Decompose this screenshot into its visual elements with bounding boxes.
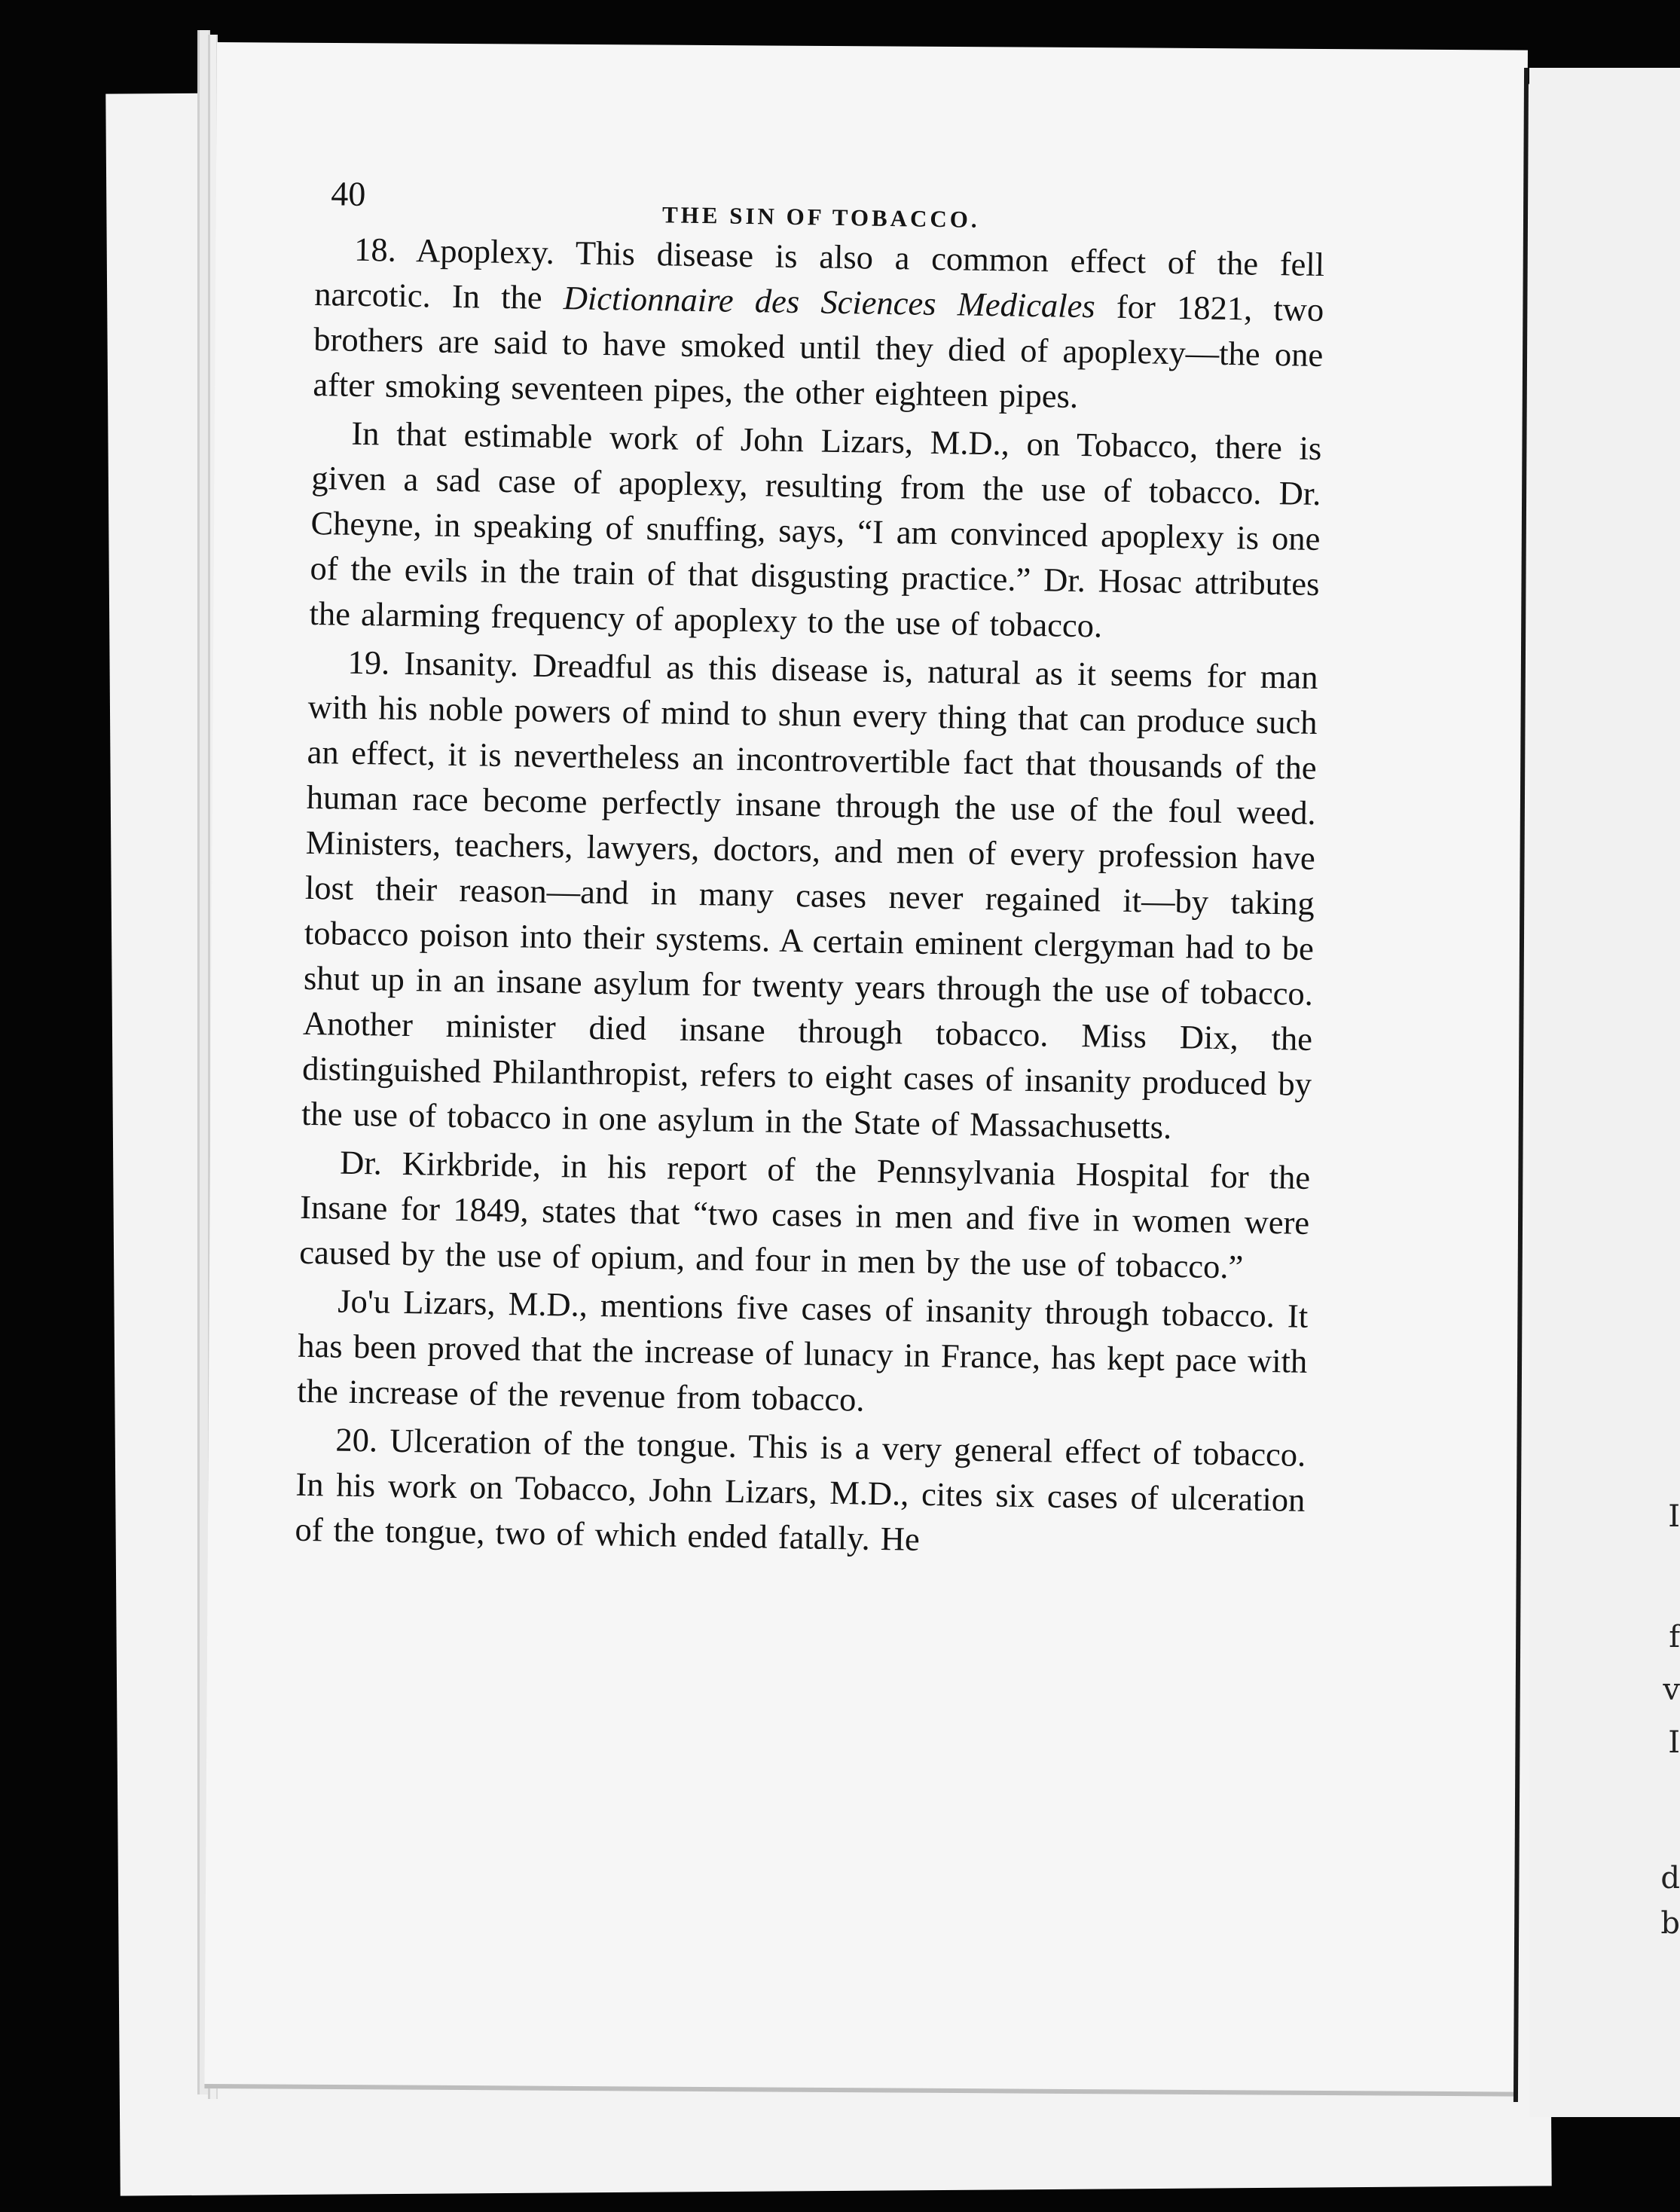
facing-page-fragment: d [1660, 1861, 1680, 1896]
italic-title: Dictionnaire des Sciences Medicales [563, 279, 1096, 325]
paragraph-kirkbride: Dr. Kirkbride, in his report of the Pennsylvania Hospital for the Insane for 1849, states that “two cases in men and five in women were caused by the use of opium, and four in men by the use of tobacco.” [298, 1143, 1311, 1286]
facing-page [1529, 68, 1680, 2117]
facing-page-fragment: v [1663, 1673, 1680, 1707]
paragraph-text: for 1821, two brothers are said to have smoked until they died of apoplexy—the one after smoking seventeen pipes, the other eighteen pipes. [313, 287, 1324, 415]
facing-page-fragment: f [1669, 1620, 1680, 1654]
facing-page-fragment: I [1668, 1499, 1680, 1534]
paragraph-insanity: 19. Insanity. Dreadful as this disease is, natural as it seems for man with his noble powers of mind to shun every thing that can produce such an effect, it is nevertheless an incontrovertible fact that thousands of the human race become perfectly insane through the use of the foul weed. Ministers, teachers, lawyers, doctors, and men of every profession have lost their reason—and in many cases never regained it—by taking tobacco poison into their systems. A certain eminent clergyman had to be shut up in an insane asylum for twenty years through the use of tobacco. Another minister died insane through tobacco. Miss Dix, the distinguished Philanthropist, refers to eight cases of insanity produced by the use of tobacco in one asylum in the State of Massachusetts. [301, 643, 1318, 1146]
facing-page-fragment: I [1668, 1725, 1680, 1760]
paragraph-lizars-apoplexy: In that estimable work of John Lizars, M.D., on Tobacco, there is given a sad case of apoplexy, resulting from the use of tobacco. Dr. Cheyne, in speaking of snuffing, says, “I am convinced apoplexy is one of the evils in the train of that disgusting practice.” Dr. Hosac attributes the alarming frequency of apoplexy to the use of tobacco. [309, 414, 1322, 645]
page-number: 40 [331, 174, 366, 214]
paragraph-text: 18. Apoplexy. This disease is also a common effect of the fell narcotic. In the [313, 230, 1325, 317]
page-content [295, 166, 1326, 1568]
paragraph-lizars-insanity: Jo'u Lizars, M.D., mentions five cases of insanity through tobacco. It has been proved that the increase of lunacy in France, has kept pace with the increase of the revenue from tobacco. [297, 1282, 1309, 1419]
paragraph-apoplexy [313, 226, 1325, 423]
paragraph-ulceration: 20. Ulceration of the tongue. This is a very general effect of tobacco. In his work on Tobacco, John Lizars, M.D., cites six cases of ulceration of the tongue, two of which ended fatally. He [295, 1420, 1306, 1558]
facing-page-fragment: b [1660, 1906, 1680, 1941]
running-head-title: THE SIN OF TOBACCO. [661, 201, 980, 233]
